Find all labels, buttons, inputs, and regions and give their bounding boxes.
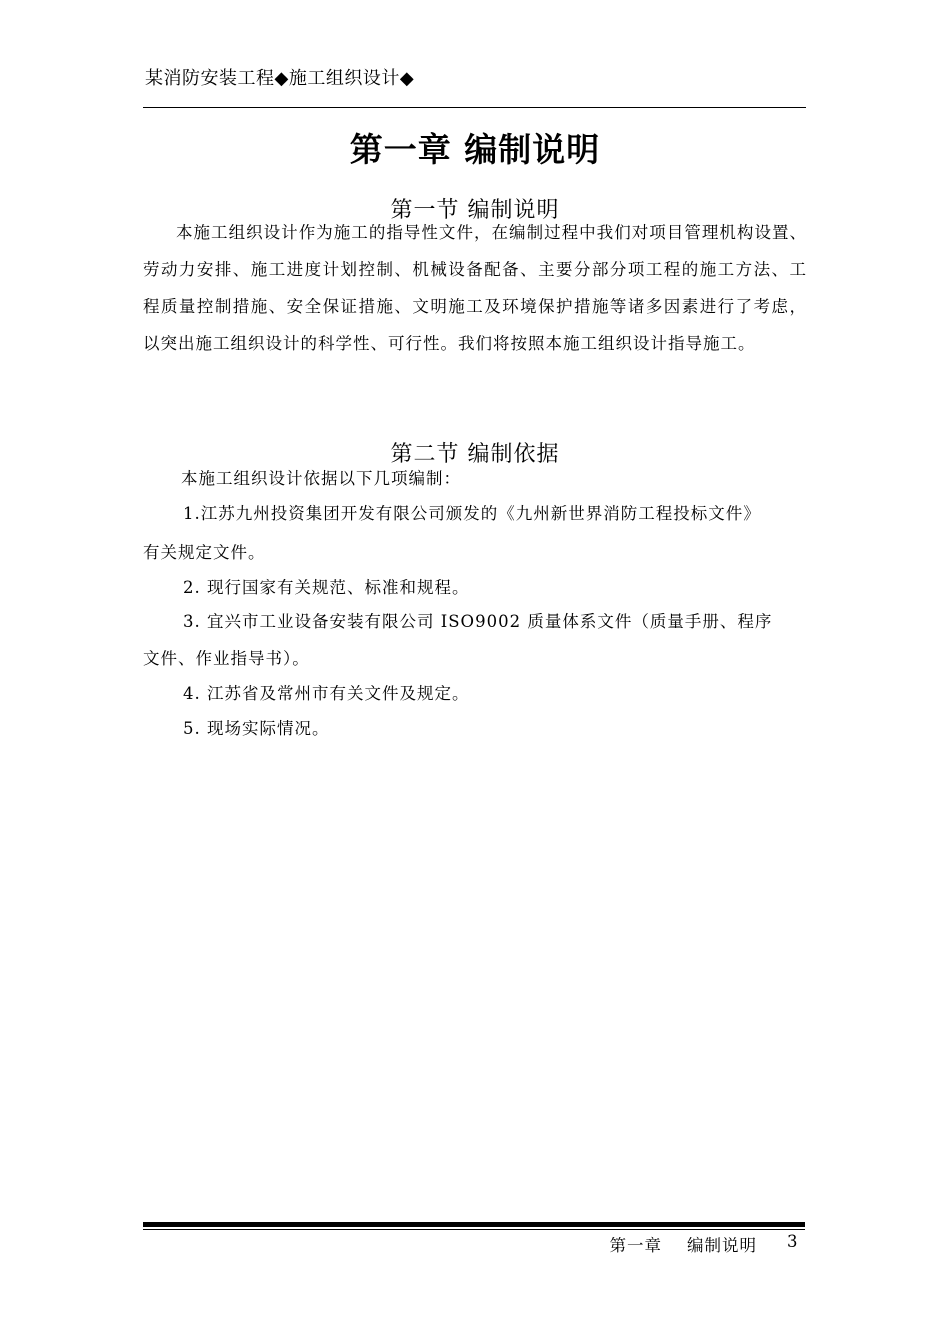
basis-intro: 本施工组织设计依据以下几项编制： (181, 469, 461, 488)
running-title: 某消防安装工程◆施工组织设计◆ (145, 68, 415, 89)
basis-item-3: 3. 宜兴市工业设备安装有限公司 ISO9002 质量体系文件（质量手册、程序 (183, 612, 773, 631)
footer-divider-thick (143, 1222, 805, 1227)
basis-item-4: 4. 江苏省及常州市有关文件及规定。 (183, 684, 470, 703)
basis-item-2: 2. 现行国家有关规范、标准和规程。 (183, 578, 470, 597)
header-divider (143, 107, 806, 108)
basis-item-3-cont: 文件、作业指导书）。 (143, 649, 310, 668)
page-number: 3 (787, 1232, 798, 1251)
basis-item-1-cont: 有关规定文件。 (143, 543, 266, 562)
footer-chapter-label: 第一章 编制说明 (609, 1236, 757, 1255)
section-1-paragraph: 本施工组织设计作为施工的指导性文件，在编制过程中我们对项目管理机构设置、劳动力安排、施工进度计划控制、机械设备配备、主要分部分项工程的施工方法、工程质量控制措施、安全保证措施、文明施工及环境保护措施等诸多因素进行了考虑，以突出施工组织设计的科学性、可行性。我们将按照本施工组织设计指导施工。 (143, 223, 807, 353)
section-title-1: 第一节 编制说明 (390, 198, 560, 223)
basis-item-5: 5. 现场实际情况。 (183, 719, 330, 738)
chapter-title: 第一章 编制说明 (349, 130, 601, 169)
section-title-2: 第二节 编制依据 (390, 442, 560, 467)
footer-divider-thin (143, 1229, 805, 1230)
basis-item-1: 1.江苏九州投资集团开发有限公司颁发的《九州新世界消防工程投标文件》 (183, 504, 761, 523)
